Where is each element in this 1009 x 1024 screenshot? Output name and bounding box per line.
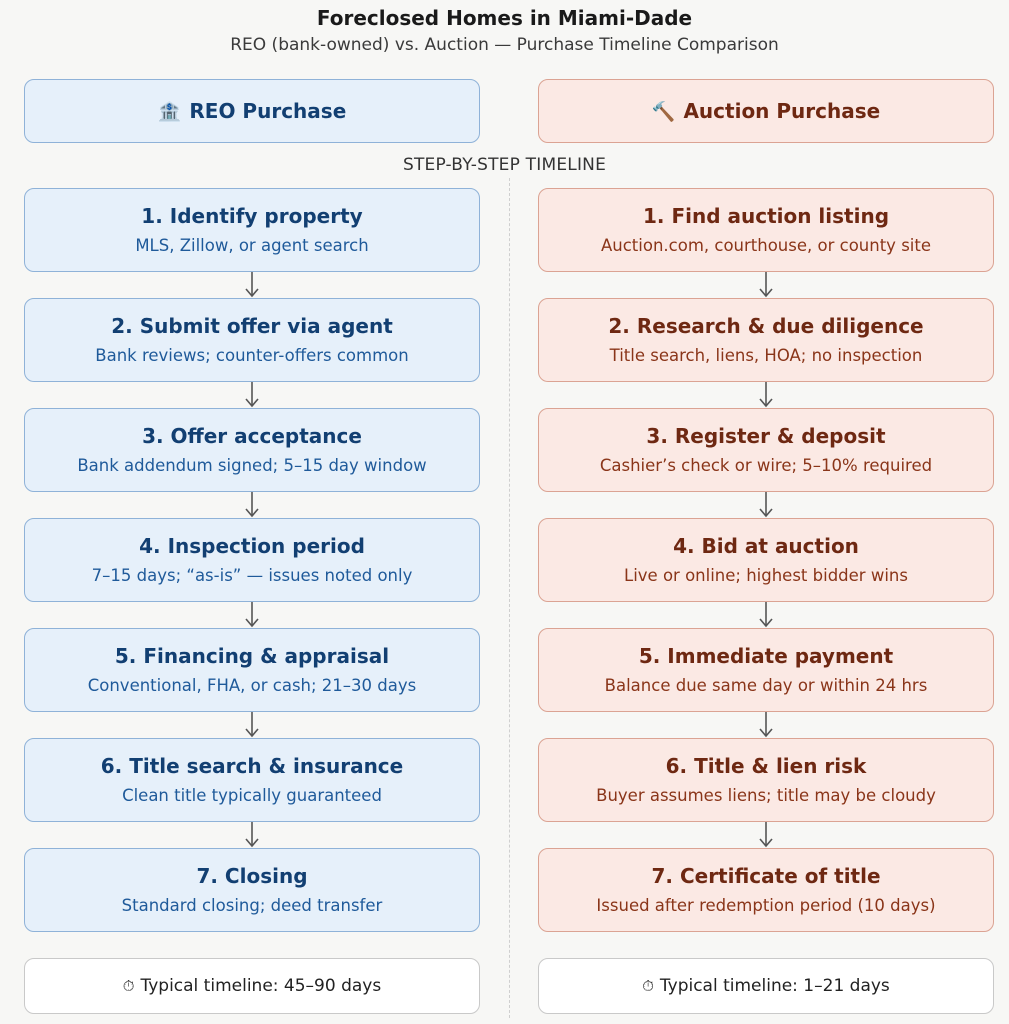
reo-step-5 (24, 628, 480, 712)
step-description: Issued after redemption period (10 days) (596, 896, 936, 915)
step-title: 5. Immediate payment (638, 644, 894, 668)
bank-icon: 🏦 (157, 100, 182, 123)
down-arrow-icon (758, 382, 774, 408)
reo-step-6 (24, 738, 480, 822)
reo-footer-label: Typical timeline: 45–90 days (140, 976, 382, 996)
reo-header-label: REO Purchase (189, 99, 347, 123)
auction-step-1 (538, 188, 994, 272)
down-arrow-icon (758, 602, 774, 628)
auction-step-3 (538, 408, 994, 492)
step-title: 4. Bid at auction (673, 534, 859, 558)
reo-step-3 (24, 408, 480, 492)
auction-step-7 (538, 848, 994, 932)
step-description: Balance due same day or within 24 hrs (604, 676, 928, 695)
step-title: 2. Submit offer via agent (111, 314, 393, 338)
step-title: 1. Identify property (141, 204, 363, 228)
down-arrow-icon (758, 272, 774, 298)
reo-step-2 (24, 298, 480, 382)
step-description: Live or online; highest bidder wins (624, 566, 908, 585)
step-description: Auction.com, courthouse, or county site (600, 236, 931, 255)
step-title: 2. Research & due diligence (608, 314, 924, 338)
stopwatch-icon: ⏱ (642, 977, 654, 995)
down-arrow-icon (244, 822, 260, 848)
step-description: Clean title typically guaranteed (122, 786, 382, 805)
step-title: 3. Offer acceptance (142, 424, 362, 448)
step-description: Buyer assumes liens; title may be cloudy (596, 786, 936, 805)
auction-footer-label: Typical timeline: 1–21 days (659, 976, 890, 996)
reo-footer (24, 958, 480, 1014)
page-title: Foreclosed Homes in Miami-Dade (316, 6, 693, 30)
step-title: 3. Register & deposit (646, 424, 886, 448)
step-description: Bank reviews; counter-offers common (95, 346, 409, 365)
down-arrow-icon (244, 602, 260, 628)
column-divider (509, 178, 510, 1018)
step-description: 7–15 days; “as-is” — issues noted only (91, 566, 413, 585)
step-description: Cashier’s check or wire; 5–10% required (599, 456, 933, 475)
section-label: STEP-BY-STEP TIMELINE (402, 155, 607, 175)
step-title: 5. Financing & appraisal (114, 644, 390, 668)
step-description: Title search, liens, HOA; no inspection (609, 346, 923, 365)
auction-header (538, 79, 994, 143)
step-description: Standard closing; deed transfer (121, 896, 383, 915)
step-description: MLS, Zillow, or agent search (135, 236, 369, 255)
down-arrow-icon (244, 712, 260, 738)
stopwatch-icon: ⏱ (122, 977, 135, 995)
step-description: Conventional, FHA, or cash; 21–30 days (87, 676, 417, 695)
auction-step-5 (538, 628, 994, 712)
reo-step-1 (24, 188, 480, 272)
page-subtitle: REO (bank-owned) vs. Auction — Purchase Timeline Comparison (230, 35, 779, 55)
reo-header (24, 79, 480, 143)
step-title: 4. Inspection period (139, 534, 365, 558)
step-description: Bank addendum signed; 5–15 day window (77, 456, 427, 475)
hammer-icon: 🔨 (651, 100, 676, 123)
reo-step-7 (24, 848, 480, 932)
step-title: 7. Closing (196, 864, 308, 888)
auction-step-6 (538, 738, 994, 822)
auction-step-4 (538, 518, 994, 602)
down-arrow-icon (244, 382, 260, 408)
step-title: 6. Title & lien risk (665, 754, 867, 778)
step-title: 7. Certificate of title (651, 864, 881, 888)
step-title: 6. Title search & insurance (100, 754, 404, 778)
auction-footer (538, 958, 994, 1014)
down-arrow-icon (244, 492, 260, 518)
auction-step-2 (538, 298, 994, 382)
auction-header-label: Auction Purchase (683, 99, 881, 123)
down-arrow-icon (758, 822, 774, 848)
down-arrow-icon (758, 712, 774, 738)
down-arrow-icon (244, 272, 260, 298)
step-title: 1. Find auction listing (642, 204, 890, 228)
down-arrow-icon (758, 492, 774, 518)
reo-step-4 (24, 518, 480, 602)
